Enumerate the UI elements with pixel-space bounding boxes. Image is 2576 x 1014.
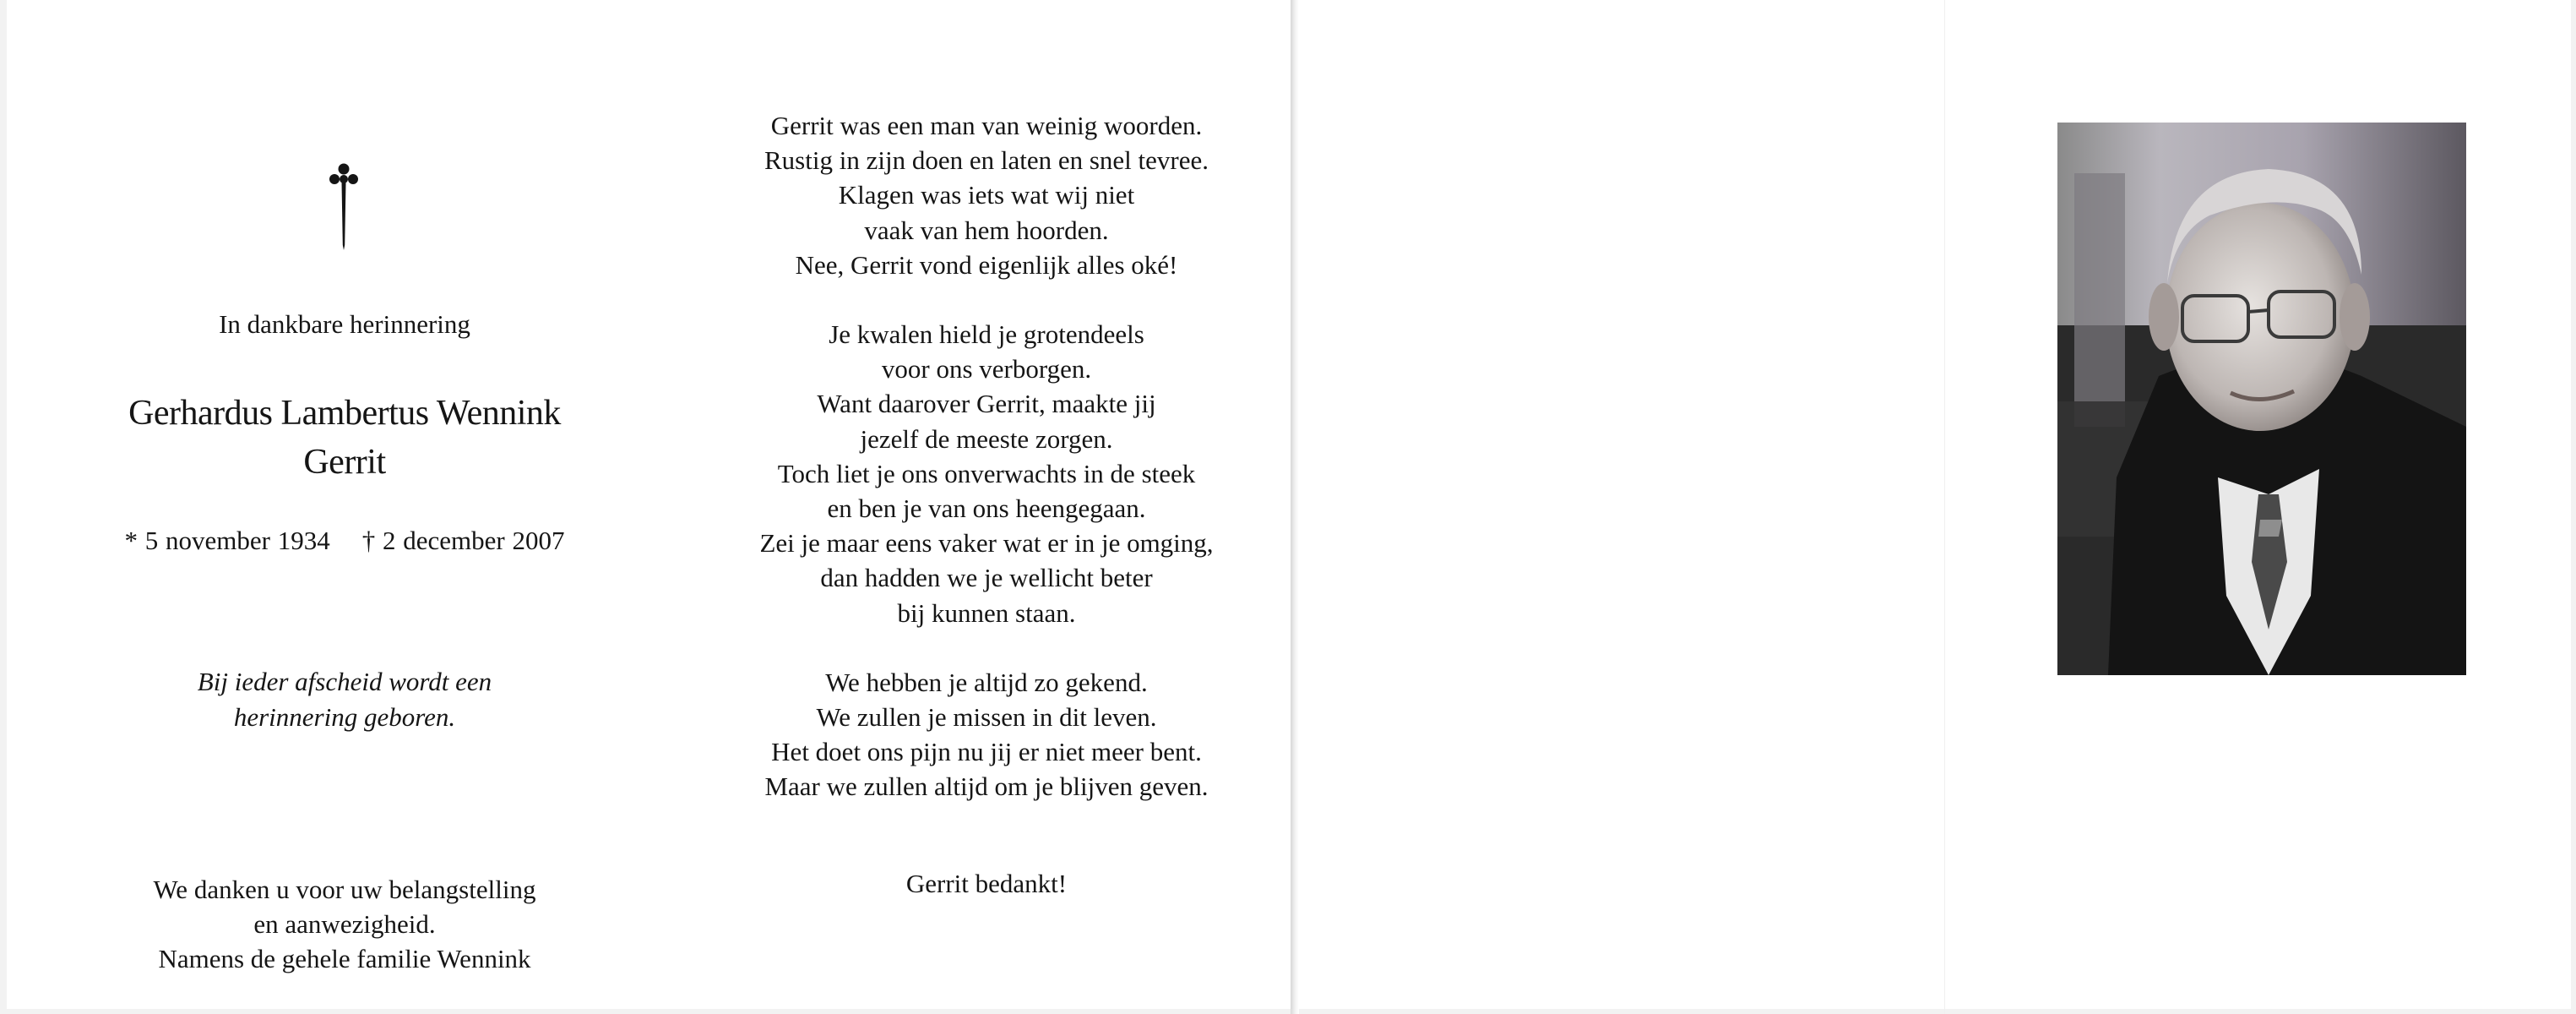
poem-stanza-3: [649, 665, 1324, 804]
thanks-line: en aanwezigheid.: [253, 909, 436, 939]
card-inner-left: [7, 0, 1292, 1009]
poem-line: vaak van hem hoorden.: [864, 215, 1109, 245]
deceased-name: [7, 389, 682, 487]
poem-line: voor ons verborgen.: [881, 354, 1092, 384]
poem-line: bij kunnen staan.: [897, 597, 1076, 628]
poem-line: Zei je maar eens vaker wat er in je omging,: [759, 528, 1214, 559]
portrait-photo: [2057, 123, 2466, 675]
poem-stanza-1: [649, 108, 1324, 282]
thanks-line: Namens de gehele familie Wennink: [158, 944, 531, 973]
poem-line: Het doet ons pijn nu jij er niet meer bent.: [771, 737, 1202, 767]
memorial-quote: [7, 664, 682, 735]
poem-stanza-2: [649, 317, 1324, 630]
birth-date: * 5 november 1934: [124, 526, 330, 555]
poem-line: Je kwalen hield je grotendeels: [829, 319, 1144, 350]
poem-line: jezelf de meeste zorgen.: [860, 423, 1113, 454]
poem-line: We zullen je missen in dit leven.: [816, 702, 1157, 733]
poem: [649, 108, 1324, 839]
quote-line: herinnering geboren.: [233, 702, 456, 732]
poem-line: en ben je van ons heengegaan.: [827, 493, 1146, 524]
thanks-line: We danken u voor uw belangstelling: [153, 875, 536, 904]
life-dates: [7, 526, 682, 556]
death-date: † 2 december 2007: [361, 526, 565, 555]
quote-line: Bij ieder afscheid wordt een: [197, 667, 492, 696]
nickname: Gerrit: [303, 443, 386, 482]
intro-text: In dankbare herinnering: [219, 309, 470, 339]
poem-line: Nee, Gerrit vond eigenlijk alles oké!: [795, 249, 1178, 280]
poem-line: Toch liet je ons onverwachts in de steek: [777, 458, 1196, 488]
poem-line: dan hadden we je wellicht beter: [820, 563, 1153, 593]
poem-closing: Gerrit bedankt!: [905, 869, 1068, 898]
poem-line: Klagen was iets wat wij niet: [838, 180, 1135, 210]
poem-line: Maar we zullen altijd om je blijven geven.: [764, 771, 1209, 802]
poem-line: Want daarover Gerrit, maakte jij: [817, 389, 1156, 419]
poem-line: We hebben je altijd zo gekend.: [825, 667, 1148, 697]
card-crease: [1944, 0, 1945, 1014]
poem-line: Gerrit was een man van weinig woorden.: [770, 111, 1203, 140]
full-name: Gerhardus Lambertus Wennink: [128, 394, 561, 433]
poem-line: Rustig in zijn doen en laten en snel tevree.: [764, 145, 1209, 176]
cross-icon: [318, 161, 369, 254]
thanks-note: [7, 872, 682, 976]
